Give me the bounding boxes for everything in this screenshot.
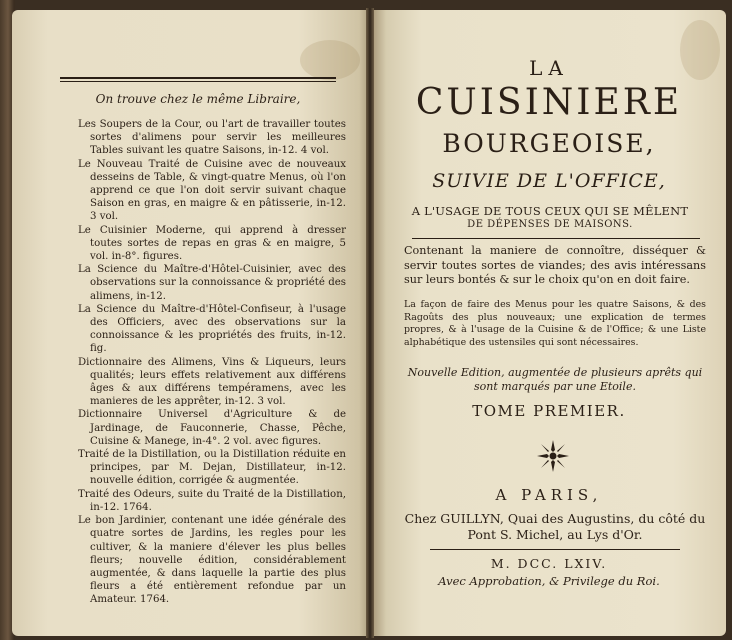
privilege-line: Avec Approbation, & Privilege du Roi. <box>438 574 660 588</box>
list-item: Le Nouveau Traité de Cuisine avec de nouveaux desseins de Table, & vingt-quatre Menus, où l'on apprend ce que l'on doit servir suivant chaque Saison en gras, en maigre & en pâtisserie, in-12. 3 vol. <box>78 158 346 223</box>
list-item: Dictionnaire Universel d'Agriculture & de Jardinage, de Fauconnerie, Chasse, Pêche, Cuisine & Manege, in-4°. 2 vol. avec figures. <box>78 409 346 447</box>
imprint-date: M. DCC. LXIV. <box>490 556 608 571</box>
depenses-line: DE DÉPENSES DE MAISONS. <box>467 219 633 230</box>
list-item: Les Soupers de la Cour, ou l'art de travailler toutes sortes d'alimens pour servir les meilleures Tables suivant les quatre Saisons, in-12. 4 vol. <box>78 119 346 157</box>
paper-stain <box>300 40 360 80</box>
header-rule <box>60 81 336 82</box>
book-list <box>78 118 346 607</box>
list-item: La Science du Maître-d'Hôtel-Confiseur, à l'usage des Officiers, avec des observations sur la connoissance & les propriétés des fruits, in-12. fig. <box>78 303 346 355</box>
imprint-city: A PARIS, <box>495 486 603 504</box>
divider <box>412 238 700 239</box>
title-la: LA <box>529 56 569 80</box>
volume-label: TOME PREMIER. <box>472 402 626 420</box>
list-item: Traité de la Distillation, ou la Distillation réduite en principes, par M. Dejan, Distillateur, in-12. nouvelle édition, corrigée & augmentée. <box>78 449 346 487</box>
contents-paragraph: Contenant la maniere de connoître, disséquer & servir toutes sortes de viandes; des avis intéressans sur leurs bontés & sur le choix qu'on en doit faire. <box>404 244 706 286</box>
imprint-publisher: Chez GUILLYN, Quai des Augustins, du côté du Pont S. Michel, au Lys d'Or. <box>404 511 706 542</box>
subtitle-suivie: SUIVIE DE L'OFFICE, <box>432 170 666 192</box>
list-item: Le Cuisinier Moderne, qui apprend à dresser toutes sortes de repas en gras & en maigre, 5 vol. in-8°. figures. <box>78 224 346 263</box>
list-item: Dictionnaire des Alimens, Vins & Liqueurs, leurs qualités; leurs effets relativement aux différens âges & aux différens tempéramens, avec les manieres de les apprêter, in-12. 3 vol. <box>78 356 346 408</box>
header-rule <box>60 77 336 79</box>
usage-line: A L'USAGE DE TOUS CEUX QUI SE MÊLENT <box>411 204 689 218</box>
divider <box>430 549 680 550</box>
list-item: Le bon Jardinier, contenant une idée générale des quatre sortes de Jardins, les regles pour les cultiver, & la maniere d'élever les plus belles fleurs; nouvelle édition, considérablement augmentée, & dans laquelle la partie des plus fleurs a été entièrement refondue par un Amateur. 1764. <box>78 515 346 606</box>
title-bourgeoise: BOURGEOISE, <box>442 129 656 158</box>
title-cuisiniere: CUISINIERE <box>415 82 683 123</box>
list-item: Traité des Odeurs, suite du Traité de la Distillation, in-12. 1764. <box>78 488 346 513</box>
libraire-header: On trouve chez le même Libraire, <box>95 92 301 106</box>
menus-paragraph: La façon de faire des Menus pour les quatre Saisons, & des Ragoûts des plus nouveaux; une explication de termes propres, & à l'usage de la Cuisine & de l'Office; & une Liste alphabétique des ustensiles qui sont nécessaires. <box>404 299 706 348</box>
fleuron-icon <box>535 438 571 474</box>
list-item: La Science du Maître-d'Hôtel-Cuisinier, avec des observations sur la connoissance & propriété des alimens, in-12. <box>78 264 346 302</box>
edition-note: Nouvelle Edition, augmentée de plusieurs aprêts qui sont marqués par une Etoile. <box>407 366 703 393</box>
